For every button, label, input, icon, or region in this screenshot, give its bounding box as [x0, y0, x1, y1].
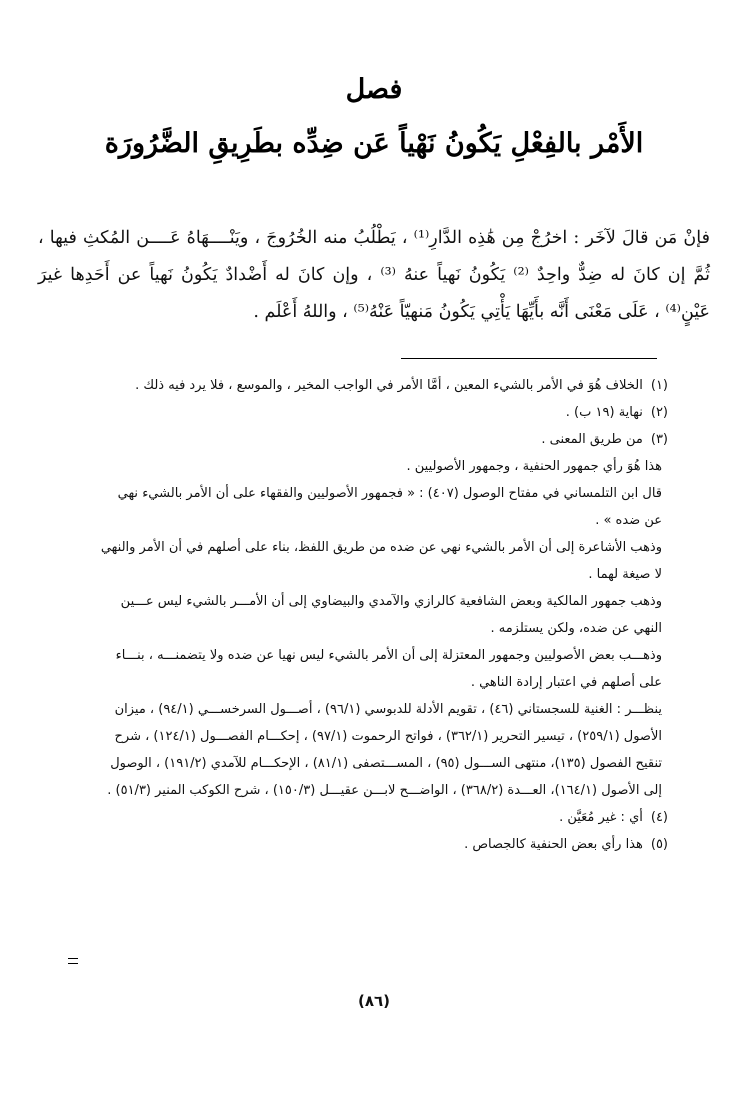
footnote-2	[100, 399, 668, 426]
footnote-number: (٢)	[650, 405, 668, 420]
main-text	[38, 220, 710, 331]
footnote-3-references: ينظـــر : الغنية للسجستاني (٤٦) ، تقويم الأدلة للدبوسي (٩٦/١) ، أصـــول السرخســـي (٩٤/١) ، ميزان الأصول (٢٥٩/١) ، تيسير التحرير (٣٦٢/١) ، فواتح الرحموت (٩٧/١) ، إحكـــام الفصـــول (١٢٤/١) ، شرح تنقيح الفصول (١٣٥)، منتهى الســـول (٩٥) ، المســـتصفى (٨١/١) ، الإحكـــام للآمدي (١٩١/٢) ، الوصول إلى الأصول (١٦٤/١)، العـــدة (٣٦٨/٢) ، الواضـــح لابـــن عقيـــل (١٥٠/٣) ، شرح الكوكب المنير (٥١/٣) .	[107, 702, 662, 798]
footnote-text: هذا رأي بعض الحنفية كالجصاص .	[464, 837, 643, 852]
footnote-text: الخلاف هُوَ في الأمر بالشيء المعين ، أمَّا الأمر في الواجب المخير ، والموسع ، فلا يرد فيه ذلك .	[135, 378, 643, 393]
footnote-number: (١)	[650, 378, 668, 393]
footnote-3-paragraph: هذا هُوَ رأي جمهور الحنفية ، وجمهور الأصوليين .	[406, 459, 662, 474]
footnote-number: (٣)	[650, 432, 668, 447]
footnote-text: من طريق المعنى .	[541, 432, 643, 447]
footnote-number: (٥)	[650, 837, 668, 852]
footnote-separator	[401, 358, 657, 359]
footnote-3-paragraph: قال ابن التلمساني في مفتاح الوصول (٤٠٧) : « فجمهور الأصوليين والفقهاء على أن الأمر بالشيء نهي عن ضده » .	[117, 486, 662, 528]
page-number: (٨٦)	[357, 992, 391, 1010]
footnote-3-paragraph: وذهب جمهور المالكية وبعض الشافعية كالرازي والآمدي والبيضاوي إلى أن الأمـــر بالشيء ليس عـــين النهي عن ضده، ولكن يستلزمه .	[120, 594, 662, 636]
footnote-number: (٤)	[650, 810, 668, 825]
continuation-mark	[68, 958, 78, 964]
footnote-3	[100, 426, 668, 453]
footnote-3-paragraph: وذهـــب بعض الأصوليين وجمهور المعتزلة إلى أن الأمر بالشيء ليس نهيا عن ضده ولا يتضمنـــه ، بنـــاء على أصلهم في اعتبار إرادة الناهي .	[115, 648, 662, 690]
footnote-text: أي : غير مُعَيَّن .	[559, 810, 643, 825]
footnote-text: نهاية (١٩ ب) .	[565, 405, 643, 420]
footnotes	[100, 372, 668, 858]
footnote-3-paragraph: وذهب الأشاعرة إلى أن الأمر بالشيء نهي عن ضده من طريق اللفظ، بناء على أصلهم في أن الأمر والنهي لا صيغة لهما .	[100, 540, 662, 582]
chapter-title: الأَمْر بالفِعْلِ يَكُونُ نَهْياً عَن ضِدِّه بطَرِيقِ الضَّرُورَة	[104, 128, 644, 159]
footnote-5	[100, 831, 668, 858]
main-paragraph: فإنْ مَن قالَ لآخَر : اخرُجْ مِن هَٰذِه الدَّارِ⁽¹⁾ ، يَطْلُبُ منه الخُرُوجَ ، ويَنْــــهَاهُ عَــــن المُكثِ فيها ، ثُمَّ إن كانَ له ضِدٌّ واحِدٌ ⁽²⁾ يَكُونُ نَهياً عنهُ ⁽³⁾ ، وإن كانَ له أَضْدادٌ يَكُونُ نَهياً عن أَحَدِها غيرَ عَيْنٍ⁽⁴⁾ ، عَلَى مَعْنَى أَنَّه بأَيِّهَا يَأْتِي يَكُونُ مَنهيّاً عَنْهُ⁽⁵⁾ ، واللهُ أَعْلَم .	[38, 228, 710, 322]
footnote-4	[100, 804, 668, 831]
footnote-1	[100, 372, 668, 399]
section-heading: فصل	[345, 74, 403, 105]
